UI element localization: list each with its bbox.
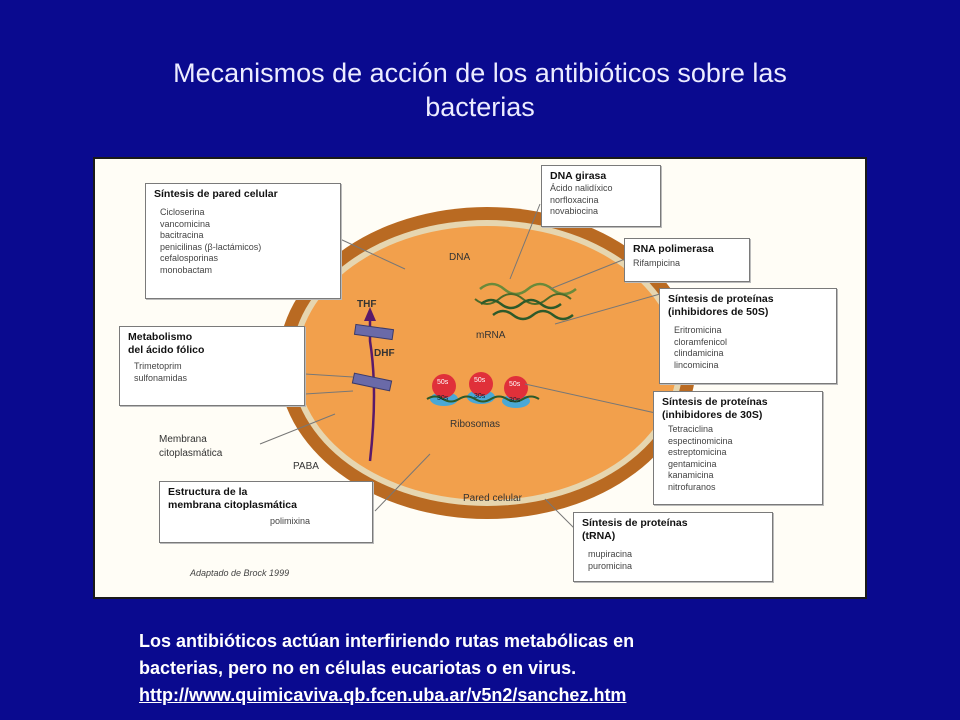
mrna-label: mRNA (476, 330, 506, 341)
list-item: polimixina (270, 516, 311, 526)
list-item: puromicina (588, 560, 633, 571)
caption (139, 628, 859, 709)
list-item: lincomicina (674, 359, 719, 370)
list-item: Trimetoprim (134, 361, 182, 371)
ribosome-50s-label-3: 50s (509, 381, 521, 388)
protein-synthesis-50s-box (659, 288, 837, 384)
list-item: nitrofuranos (668, 481, 716, 492)
thf-label: THF (357, 299, 377, 310)
membrane-structure-box (159, 481, 373, 543)
dhf-label: DHF (374, 348, 395, 359)
protein-50s-title-line2: (inhibidores de 50S) (668, 306, 769, 318)
list-item: novabiocina (550, 206, 599, 216)
dna-gyrase-title: DNA girasa (550, 170, 607, 182)
list-item: estreptomicina (668, 447, 727, 457)
ribosome-50s-label-2: 50s (474, 377, 486, 384)
list-item: clindamicina (674, 348, 724, 358)
folic-acid-title-line1: Metabolismo (128, 331, 193, 343)
cytoplasm (297, 226, 677, 500)
list-item: monobactam (160, 264, 213, 275)
list-item: Eritromicina (674, 325, 722, 335)
protein-50s-title-line1: Síntesis de proteínas (668, 293, 774, 305)
ribosome-30s-label-2: 30s (474, 393, 486, 400)
source-link[interactable]: http://www.quimicaviva.qb.fcen.uba.ar/v5n2/sanchez.htm (139, 685, 627, 705)
cell-wall-synthesis-title: Síntesis de pared celular (154, 188, 278, 200)
list-item: cloramfenicol (674, 336, 728, 347)
protein-trna-title-line2: (tRNA) (582, 530, 616, 542)
list-item: gentamicina (668, 458, 717, 469)
dna-label: DNA (449, 252, 471, 263)
ribosome-50s-label-1: 50s (437, 379, 449, 386)
ribosome-30s-label-1: 30s (437, 395, 449, 402)
list-item: cefalosporinas (160, 253, 219, 263)
caption-line1: Los antibióticos actúan interfiriendo rutas metabólicas en (139, 631, 635, 651)
rna-polymerase-title: RNA polimerasa (633, 243, 714, 255)
list-item: Cicloserina (160, 207, 205, 217)
protein-trna-title-line1: Síntesis de proteínas (582, 517, 688, 529)
list-item: Tetraciclina (668, 424, 714, 434)
caption-line2: bacterias, pero no en células eucariotas o en virus. (139, 658, 577, 678)
ribosome-30s-label-3: 30s (509, 397, 521, 404)
antibiotic-mechanisms-diagram (93, 157, 867, 599)
figure-credit: Adaptado de Brock 1999 (190, 568, 290, 578)
list-item: espectinomicina (668, 435, 733, 446)
cell-wall-label: Pared celular (463, 493, 522, 504)
list-item: penicilinas (β-lactámicos) (160, 241, 262, 252)
membrane-structure-title-line1: Estructura de la (168, 486, 248, 498)
dna-gyrase-box (541, 165, 661, 227)
list-item: norfloxacina (550, 194, 599, 205)
list-item: mupiracina (588, 549, 633, 559)
list-item: Ácido nalidíxico (550, 183, 613, 193)
list-item: Rifampicina (633, 258, 681, 268)
membrane-label-line2: citoplasmática (159, 448, 223, 459)
slide-title-line2: bacterias (425, 92, 535, 122)
folic-acid-title-line2: del ácido fólico (128, 344, 205, 356)
list-item: vancomicina (160, 218, 211, 229)
protein-30s-title-line1: Síntesis de proteínas (662, 396, 768, 408)
membrane-label-line1: Membrana (159, 434, 207, 445)
protein-synthesis-30s-box (653, 391, 823, 505)
ribosomes-label: Ribosomas (450, 419, 501, 430)
list-item: bacitracina (160, 230, 204, 240)
protein-synthesis-trna-box (573, 512, 773, 582)
membrane-structure-title-line2: membrana citoplasmática (168, 499, 297, 511)
folic-acid-metabolism-box (119, 326, 305, 406)
paba-label: PABA (293, 461, 319, 472)
list-item: sulfonamidas (134, 372, 188, 383)
list-item: kanamicina (668, 470, 714, 480)
rna-polymerase-box (624, 238, 750, 282)
slide-title-line1: Mecanismos de acción de los antibióticos sobre las (173, 58, 787, 88)
protein-30s-title-line2: (inhibidores de 30S) (662, 409, 763, 421)
slide-title (90, 56, 870, 124)
cell-wall-synthesis-box (145, 183, 341, 299)
